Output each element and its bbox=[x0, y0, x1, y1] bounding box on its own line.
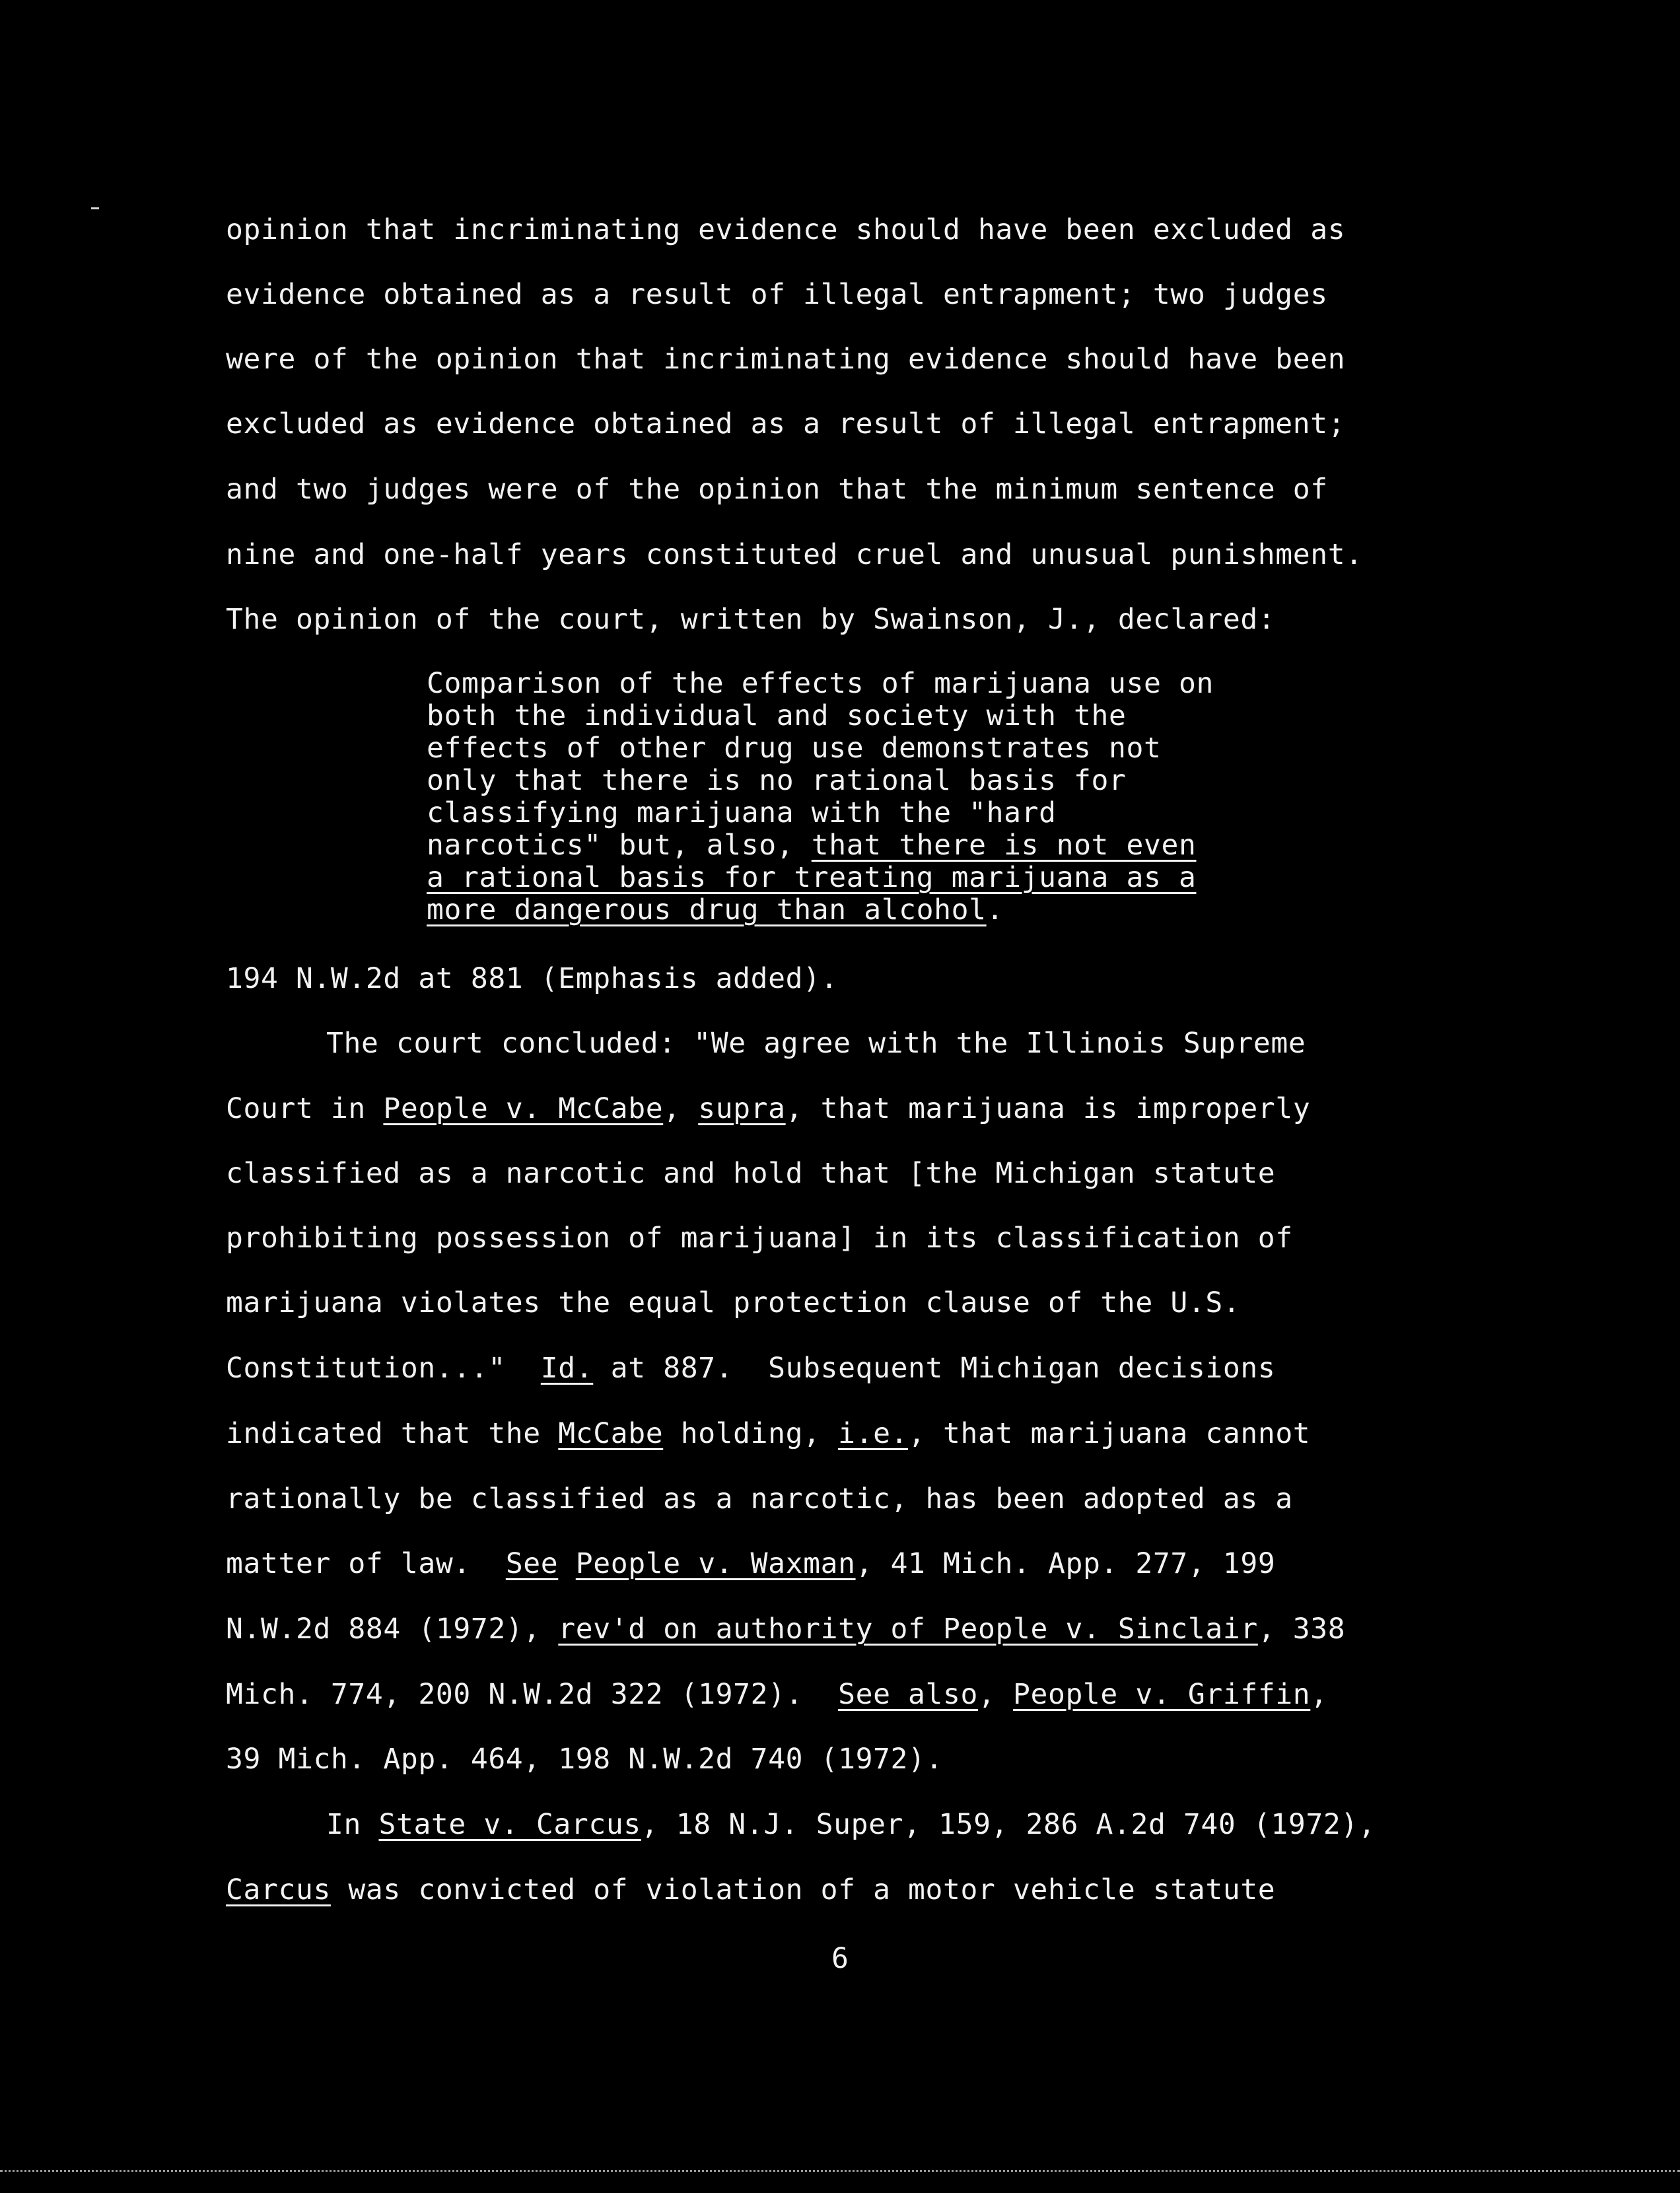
bottom-scan-edge bbox=[0, 2170, 1680, 2172]
text-line bbox=[226, 1675, 1328, 1714]
text: matter of law. bbox=[226, 1547, 506, 1580]
text-line: excluded as evidence obtained as a result of illegal entrapment; bbox=[226, 407, 1346, 440]
quote-line: both the individual and society with the bbox=[427, 699, 1127, 732]
case-name: People v. Waxman bbox=[575, 1547, 856, 1580]
text: N.W.2d 884 (1972), bbox=[226, 1613, 559, 1646]
text-line: opinion that incriminating evidence should have been excluded as bbox=[226, 213, 1346, 246]
text: , bbox=[663, 1092, 699, 1125]
margin-tick-mark bbox=[91, 207, 99, 209]
quote-line bbox=[427, 829, 1197, 862]
text-line bbox=[226, 1609, 1345, 1649]
text-line: were of the opinion that incriminating evidence should have been bbox=[226, 343, 1346, 376]
quote-line: effects of other drug use demonstrates not bbox=[427, 732, 1162, 765]
text-line: rationally be classified as a narcotic, has been adopted as a bbox=[226, 1482, 1293, 1515]
text: Constitution..." bbox=[226, 1352, 541, 1385]
quote-line bbox=[427, 894, 1004, 926]
quote-line bbox=[427, 862, 1196, 894]
text: , that marijuana cannot bbox=[908, 1417, 1311, 1450]
case-name: McCabe bbox=[558, 1417, 664, 1450]
signal-word: Id. bbox=[540, 1352, 594, 1385]
signal-word: supra bbox=[698, 1092, 786, 1125]
text-line bbox=[226, 1870, 1275, 1910]
quote-line: classifying marijuana with the "hard bbox=[427, 796, 1057, 829]
text-line: nine and one-half years constituted cruel and unusual punishment. bbox=[226, 538, 1363, 571]
text-line bbox=[226, 1348, 1275, 1388]
text-line: The opinion of the court, written by Swainson, J., declared: bbox=[226, 603, 1276, 636]
citation: 194 N.W.2d at 881 (Emphasis added). bbox=[226, 962, 839, 995]
quote-line: Comparison of the effects of marijuana use on bbox=[427, 667, 1214, 700]
emphasis-underline: that there is not even bbox=[811, 829, 1197, 862]
text: indicated that the bbox=[226, 1417, 559, 1450]
text-line: evidence obtained as a result of illegal entrapment; two judges bbox=[226, 278, 1328, 311]
text: , 18 N.J. Super, 159, 286 A.2d 740 (1972), bbox=[641, 1808, 1376, 1841]
text-line bbox=[226, 1089, 1310, 1129]
text-line: The court concluded: "We agree with the Illinois Supreme bbox=[326, 1027, 1306, 1060]
text: , 338 bbox=[1257, 1613, 1346, 1646]
text bbox=[558, 1547, 576, 1580]
emphasis-underline: a rational basis for treating marijuana as a bbox=[427, 861, 1197, 894]
text-line: and two judges were of the opinion that the minimum sentence of bbox=[226, 473, 1328, 506]
text-line bbox=[226, 1414, 1310, 1453]
text-line bbox=[326, 1805, 1376, 1844]
quote-line: only that there is no rational basis for bbox=[427, 764, 1127, 797]
emphasis-underline: more dangerous drug than alcohol bbox=[427, 893, 987, 926]
text-line: prohibiting possession of marijuana] in its classification of bbox=[226, 1222, 1293, 1255]
text: Court in bbox=[226, 1092, 384, 1125]
text: holding, bbox=[663, 1417, 839, 1450]
quote-text: . bbox=[986, 893, 1004, 926]
text: , bbox=[978, 1678, 1013, 1711]
text: In bbox=[326, 1808, 379, 1841]
case-name: rev'd on authority of People v. Sinclair bbox=[558, 1613, 1258, 1646]
signal-word: See bbox=[505, 1547, 559, 1580]
text: , 41 Mich. App. 277, 199 bbox=[855, 1547, 1276, 1580]
text: was convicted of violation of a motor vehicle statute bbox=[330, 1873, 1276, 1906]
text: , that marijuana is improperly bbox=[785, 1092, 1311, 1125]
text: at 887. Subsequent Michigan decisions bbox=[593, 1352, 1276, 1385]
quote-text: narcotics" but, also, bbox=[427, 829, 812, 862]
text: Mich. 774, 200 N.W.2d 322 (1972). bbox=[226, 1678, 839, 1711]
case-name: Carcus bbox=[226, 1873, 331, 1906]
text-line bbox=[226, 1544, 1275, 1584]
page-number: 6 bbox=[831, 1942, 849, 1975]
text-line: classified as a narcotic and hold that [the Michigan statute bbox=[226, 1157, 1276, 1190]
signal-word: See also bbox=[838, 1678, 978, 1711]
text: , bbox=[1310, 1678, 1328, 1711]
case-name: People v. Griffin bbox=[1012, 1678, 1311, 1711]
text-line: marijuana violates the equal protection clause of the U.S. bbox=[226, 1286, 1241, 1319]
case-name: State v. Carcus bbox=[378, 1808, 641, 1841]
signal-word: i.e. bbox=[838, 1417, 909, 1450]
text-line: 39 Mich. App. 464, 198 N.W.2d 740 (1972). bbox=[226, 1743, 944, 1776]
case-name: People v. McCabe bbox=[383, 1092, 664, 1125]
